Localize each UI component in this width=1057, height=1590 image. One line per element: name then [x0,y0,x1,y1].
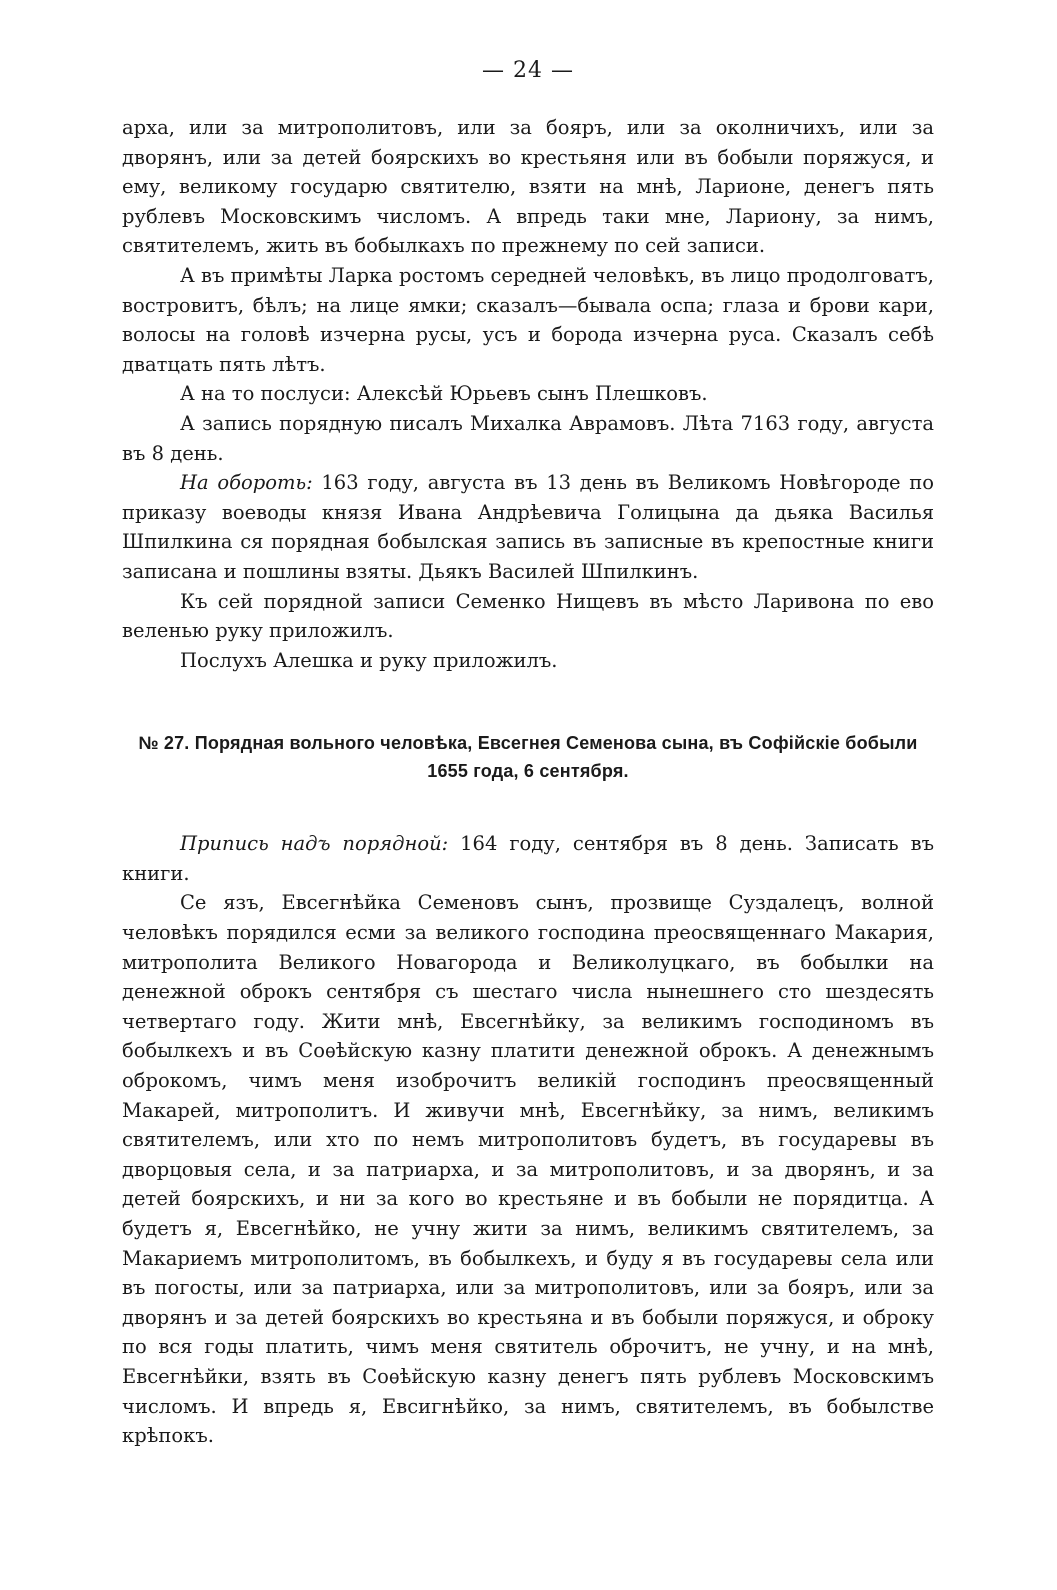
paragraph-lead-italic: На обороть: [180,471,313,495]
heading-line-2: 1655 года, 6 сентября. [427,761,629,782]
heading-line-1: № 27. Порядная вольного человѣка, Евсегнея Семенова сына, въ Софійскіе бобыли [138,733,918,754]
paragraph [122,113,934,261]
paragraph-text: 163 году, августа въ 13 день въ Великомъ Новѣгороде по приказу воеводы князя Ивана Андрѣевича Голицына да дьяка Василья Шпилкина ся порядная бобылская запись въ записные въ крепостные книги записана и пошлины взяты. Дьякъ Василей Шпилкинъ. [122,471,934,583]
paragraph-text: А запись порядную писалъ Михалка Аврамовъ. Лѣта 7163 году, августа въ 8 день. [122,411,934,465]
paragraph-text: Послухъ Алешка и руку приложилъ. [180,648,558,672]
paragraph-text: Къ сей порядной записи Семенко Нищевъ въ мѣсто Ларивона по ево веленью руку приложилъ. [122,589,934,643]
paragraph-lead-italic: Припись надъ порядной: [180,832,449,856]
document-page [122,58,934,1451]
section-document-27 [122,829,934,1450]
paragraph [122,468,934,586]
paragraph-text: 164 году, сентября въ 8 день. Записать въ книги. [122,832,934,885]
paragraph [122,646,934,676]
paragraph-text: А на то послуси: Алексѣй Юрьевъ сынъ Плешковъ. [180,382,708,406]
paragraph [122,587,934,646]
paragraph [122,888,934,1450]
document-heading [122,729,934,785]
paragraph-text: А въ примѣты Ларка ростомъ середней человѣкъ, въ лицо продолговатъ, востровитъ, бѣлъ; на лице ямки; сказалъ—бывала оспа; глаза и брови кари, волосы на головѣ изчерна русы, усъ и борода изчерна руса. Сказалъ себѣ дватцать пять лѣтъ. [122,263,934,376]
paragraph-text: арха, или за митрополитовъ, или за бояръ, или за околничихъ, или за дворянъ, или за детей боярскихъ во крестьяня или въ бобыли поряжуся, и ему, великому государю святителю, взяти на мнѣ, Ларионе, денегъ пять рублевъ Московскимъ числомъ. А впредь таки мне, Лариону, за нимъ, святителемъ, жить въ бобылкахъ по прежнему по сей записи. [122,116,934,258]
section-continuation [122,113,934,675]
paragraph [122,409,934,468]
paragraph-text: Се язъ, Евсегнѣйка Семеновъ сынъ, прозвище Суздалецъ, волной человѣкъ порядился есми за великого господина преосвященнаго Макария, митрополита Великого Новагорода и Великолуцкаго, въ бобылки на денежной оброкъ сентября съ шестаго числа нынешнего сто шездесять четвертаго году. Жити мнѣ, Евсегнѣйку, за великимъ господиномъ въ бобылкехъ и въ Соѳѣйскую казну платити денежной оброкъ. А денежнымъ оброкомъ, чимъ меня изоброчитъ великій господинъ преосвященный Макарей, митрополитъ. И живучи мнѣ, Евсегнѣйку, за нимъ, великимъ святителемъ, или хто по немъ митрополитовъ будетъ, въ государевы въ дворцовыя села, и за патриарха, и за митрополитовъ, и за дворянъ, и за детей боярскихъ, и ни за кого во крестьяне и въ бобыли не порядитца. А будетъ я, Евсегнѣйко, не учну жити за нимъ, великимъ святителемъ, за Макариемъ митрополитомъ, въ бобылкехъ, и буду я въ государевы села или въ погосты, или за патриарха, или за митрополитовъ, или за бояръ, или за дворянъ и за детей боярскихъ во крестьяна и въ бобыли поряжуся, и оброку по вся годы платить, чимъ меня святитель оброчитъ, не учну, и на мнѣ, Евсегнѣйки, взять въ Соѳѣйскую казну денегъ пять рублевъ Московскимъ числомъ. И впредь я, Евсигнѣйко, за нимъ, святителемъ, въ бобылстве крѣпокъ. [122,891,934,1448]
paragraph [122,379,934,409]
paragraph [122,261,934,379]
paragraph [122,829,934,888]
page-number: — 24 — [482,58,574,83]
